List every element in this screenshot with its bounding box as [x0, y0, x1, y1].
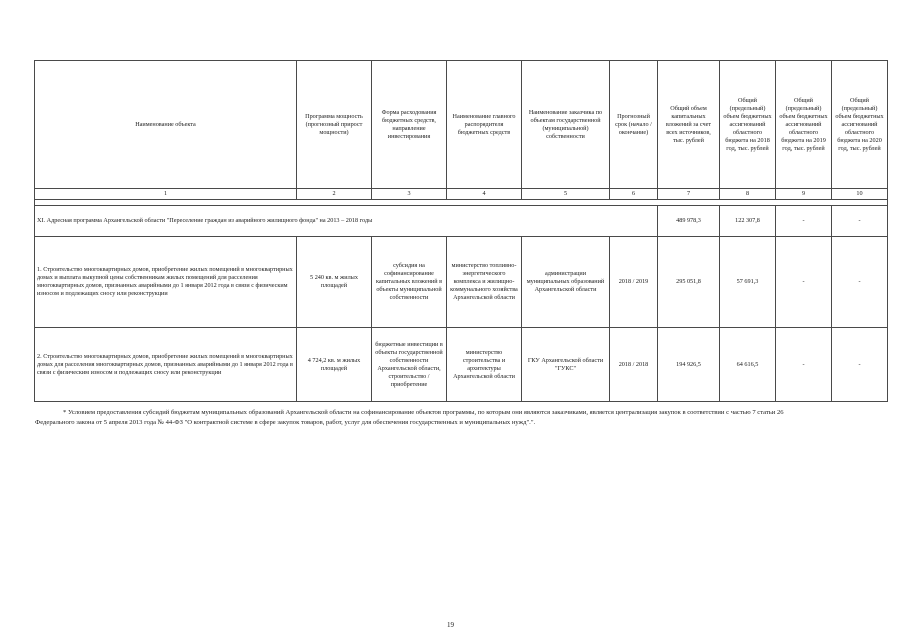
column-number: 5: [522, 189, 610, 200]
budget-2020-cell: -: [832, 237, 888, 328]
section-row: [35, 206, 888, 237]
manager-cell: министерство строительства и архитектуры Архангельской области: [447, 328, 522, 402]
column-number: 8: [720, 189, 776, 200]
table-row: [35, 328, 888, 402]
budget-2018-cell: 57 691,3: [720, 237, 776, 328]
header-cell: Наименование объекта: [35, 61, 297, 189]
header-cell: Прогнозный срок (начало / окончание): [610, 61, 658, 189]
section-2019: -: [776, 206, 832, 237]
capacity-cell: 4 724,2 кв. м жилых площадей: [297, 328, 372, 402]
object-name: 1. Строительство многоквартирных домов, приобретение жилых помещений в многоквартирных домах и выплата выкупной цены собственникам жилых помещений для расселения многоквартирных домов, признанных аварийными до 1 января 2012 года в связи с физическим износом и подлежащих сносу или реконструкции: [35, 237, 297, 328]
column-number: 4: [447, 189, 522, 200]
section-total: 489 978,3: [658, 206, 720, 237]
capacity-cell: 5 240 кв. м жилых площадей: [297, 237, 372, 328]
header-cell: Наименование заказчика по объектам государственной (муниципальной) собственности: [522, 61, 610, 189]
header-cell: Общий объем капитальных вложений за счет всех источников, тыс. рублей: [658, 61, 720, 189]
header-row: [35, 61, 888, 189]
budget-2020-cell: -: [832, 328, 888, 402]
footnote-text: * Условием предоставления субсидий бюджетам муниципальных образований Архангельской области на софинансирование объектов программы, по которым они являются заказчиками, является централизация закупок в соответствии с частью 7 статьи 26 Федерального закона от 5 апреля 2013 года № 44-ФЗ "О контрактной системе в сфере закупок товаров, работ, услуг для обеспечения государственных и муниципальных нужд".".: [35, 409, 784, 426]
column-number-row: [35, 189, 888, 200]
column-number: 3: [372, 189, 447, 200]
column-number: 7: [658, 189, 720, 200]
header-cell: Общий (предельный) объем бюджетных ассигнований областного бюджета на 2020 год, тыс. рублей: [832, 61, 888, 189]
header-cell: Программа мощность (прогнозный прирост мощности): [297, 61, 372, 189]
section-title: XI. Адресная программа Архангельской области "Переселение граждан из аварийного жилищного фонда" на 2013 – 2018 годы: [35, 206, 658, 237]
form-cell: субсидия на софинансирование капитальных вложений в объекты муниципальной собственности: [372, 237, 447, 328]
section-2020: -: [832, 206, 888, 237]
page-number: 19: [447, 621, 454, 629]
footnote: [35, 408, 795, 428]
column-number: 1: [35, 189, 297, 200]
budget-2018-cell: 64 616,5: [720, 328, 776, 402]
period-cell: 2018 / 2018: [610, 328, 658, 402]
customer-cell: ГКУ Архангельской области "ГУКС": [522, 328, 610, 402]
customer-cell: администрации муниципальных образований Архангельской области: [522, 237, 610, 328]
total-cell: 295 051,8: [658, 237, 720, 328]
column-number: 9: [776, 189, 832, 200]
manager-cell: министерство топливно-энергетического комплекса и жилищно-коммунального хозяйства Архангельской области: [447, 237, 522, 328]
budget-2019-cell: -: [776, 328, 832, 402]
column-number: 2: [297, 189, 372, 200]
column-number: 6: [610, 189, 658, 200]
section-2018: 122 307,8: [720, 206, 776, 237]
table-row: [35, 237, 888, 328]
header-cell: Общий (предельный) объем бюджетных ассигнований областного бюджета на 2019 год, тыс. рублей: [776, 61, 832, 189]
budget-2019-cell: -: [776, 237, 832, 328]
total-cell: 194 926,5: [658, 328, 720, 402]
header-cell: Форма расходования бюджетных средств, направление инвестирования: [372, 61, 447, 189]
object-name: 2. Строительство многоквартирных домов, приобретение жилых помещений в многоквартирных домах для расселения многоквартирных домов, признанных аварийными до 1 января 2012 года в связи с физическим износом и подлежащих сносу или реконструкции: [35, 328, 297, 402]
column-number: 10: [832, 189, 888, 200]
capital-investment-table: [34, 60, 888, 402]
form-cell: бюджетные инвестиции в объекты государственной собственности Архангельской области, строительство / приобретение: [372, 328, 447, 402]
period-cell: 2018 / 2019: [610, 237, 658, 328]
header-cell: Наименование главного распорядителя бюджетных средств: [447, 61, 522, 189]
header-cell: Общий (предельный) объем бюджетных ассигнований областного бюджета на 2018 год, тыс. рублей: [720, 61, 776, 189]
